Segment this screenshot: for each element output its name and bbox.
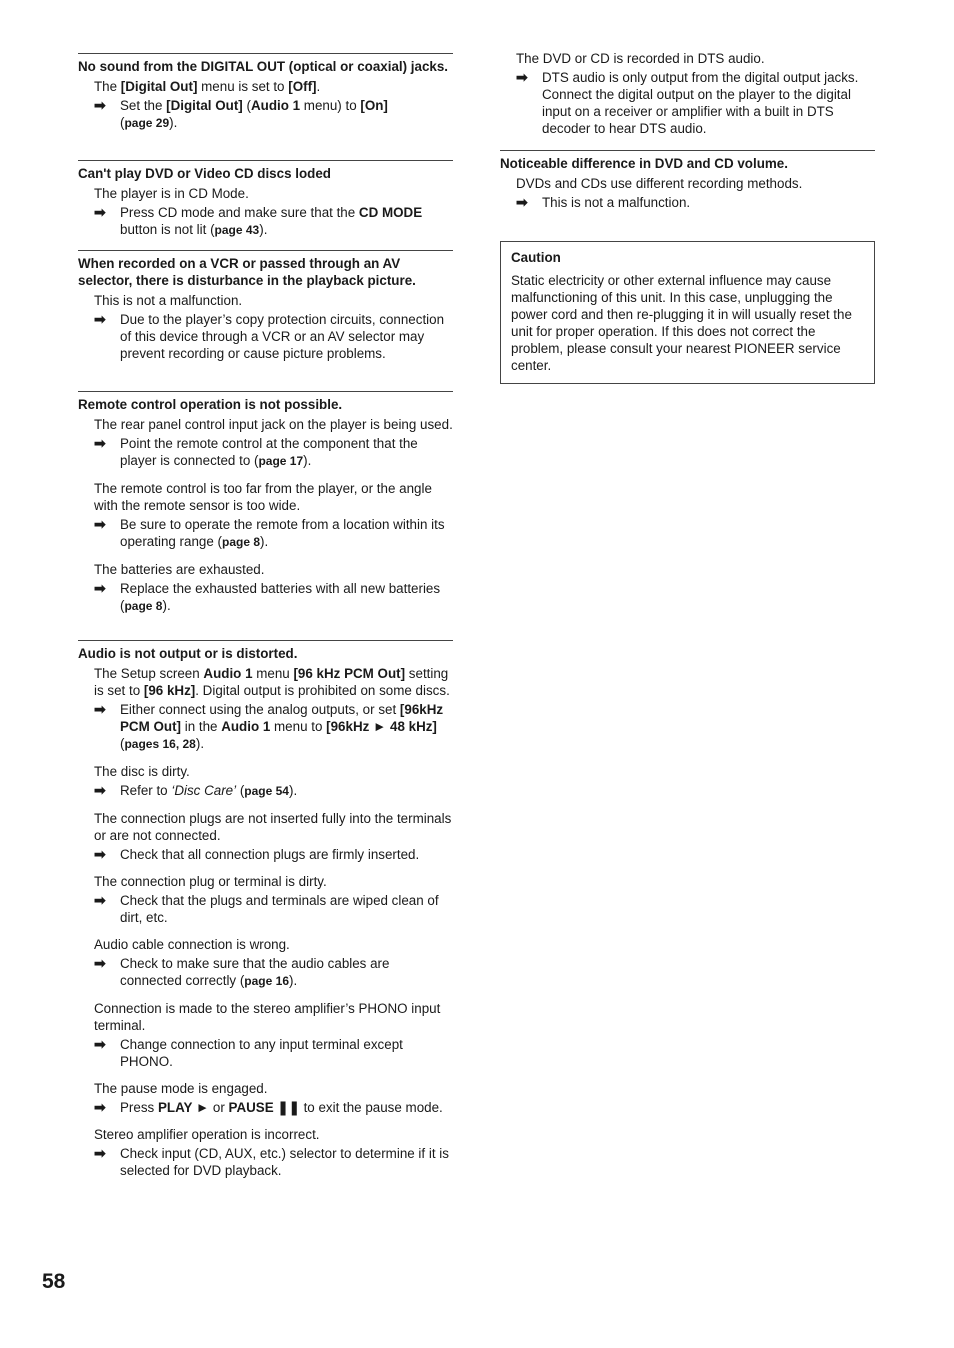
arrow-right-icon: ➡ [94, 846, 106, 862]
problem-heading: Remote control operation is not possible. [78, 397, 343, 412]
arrow-right-icon: ➡ [94, 516, 106, 532]
arrow-right-icon: ➡ [94, 1099, 106, 1115]
problem-heading: Audio is not output or is distorted. [78, 646, 298, 661]
cause-text: The batteries are exhausted. [94, 562, 265, 577]
troubleshoot-vcr-disturbance [78, 250, 453, 362]
troubleshoot-volume [500, 150, 875, 211]
cause-text: The disc is dirty. [94, 764, 190, 779]
cause-text: Stereo amplifier operation is incorrect. [94, 1127, 320, 1142]
cause-text: Audio cable connection is wrong. [94, 937, 290, 952]
remedy-text: ➡ Press CD mode and make sure that the CD MODE button is not lit (page 43). [94, 204, 423, 237]
arrow-right-icon: ➡ [516, 69, 528, 85]
cause-text: The pause mode is engaged. [94, 1081, 268, 1096]
page-reference: page 8 [124, 599, 163, 613]
arrow-right-icon: ➡ [94, 1145, 106, 1161]
caution-box [500, 241, 875, 384]
arrow-right-icon: ➡ [94, 311, 106, 327]
problem-heading: Can't play DVD or Video CD discs loded [78, 166, 331, 181]
cause-text: The DVD or CD is recorded in DTS audio. [516, 51, 765, 66]
cause-text: This is not a malfunction. [94, 293, 243, 308]
remedy-text: ➡ Set the [Digital Out] (Audio 1 menu) to [On] (page 29). [94, 97, 388, 130]
page-reference: pages 16, 28 [124, 737, 196, 751]
arrow-right-icon: ➡ [94, 580, 106, 596]
remedy-text: ➡ Point the remote control at the component that the player is connected to (page 17). [94, 435, 418, 468]
remedy-text: ➡ Be sure to operate the remote from a location within its operating range (page 8). [94, 516, 445, 549]
cause-text: DVDs and CDs use different recording methods. [516, 176, 803, 191]
problem-heading: No sound from the DIGITAL OUT (optical or coaxial) jacks. [78, 59, 449, 74]
arrow-right-icon: ➡ [94, 435, 106, 451]
remedy-text: ➡ Change connection to any input terminal except PHONO. [94, 1036, 403, 1069]
cause-text: The remote control is too far from the player, or the angle with the remote sensor is too wide. [94, 481, 432, 513]
arrow-right-icon: ➡ [516, 194, 528, 210]
page-reference: page 8 [222, 535, 261, 549]
cause-text: Connection is made to the stereo amplifier’s PHONO input terminal. [94, 1001, 441, 1033]
troubleshoot-digital-out [78, 53, 453, 132]
remedy-text: ➡ Either connect using the analog outputs, or set [96kHz PCM Out] in the Audio 1 menu to [96kHz ► 48 kHz] (pages 16, 28). [94, 701, 444, 751]
remedy-text: ➡ This is not a malfunction. [516, 194, 691, 210]
remedy-text: ➡ Refer to ‘Disc Care’ (page 54). [94, 782, 298, 798]
arrow-right-icon: ➡ [94, 892, 106, 908]
cause-text: The player is in CD Mode. [94, 186, 249, 201]
arrow-right-icon: ➡ [94, 1036, 106, 1052]
problem-heading: When recorded on a VCR or passed through an AV selector, there is disturbance in the playback picture. [78, 256, 416, 288]
page-reference: page 43 [214, 223, 260, 237]
remedy-text: ➡ Check to make sure that the audio cables are connected correctly (page 16). [94, 955, 390, 988]
remedy-text: ➡ Replace the exhausted batteries with all new batteries (page 8). [94, 580, 441, 613]
arrow-right-icon: ➡ [94, 955, 106, 971]
arrow-right-icon: ➡ [94, 204, 106, 220]
troubleshoot-dts [500, 50, 875, 137]
remedy-text: ➡ Check that the plugs and terminals are wiped clean of dirt, etc. [94, 892, 439, 925]
page-reference: page 54 [244, 784, 289, 798]
page-reference: page 17 [258, 454, 304, 468]
page-reference: page 29 [124, 116, 170, 130]
troubleshoot-cant-play [78, 160, 453, 239]
problem-heading: Noticeable difference in DVD and CD volume. [500, 156, 788, 171]
remedy-text: ➡ Check that all connection plugs are firmly inserted. [94, 846, 420, 862]
cause-text: The connection plug or terminal is dirty. [94, 874, 327, 889]
troubleshoot-audio [78, 640, 453, 1179]
arrow-right-icon: ➡ [94, 782, 106, 798]
arrow-right-icon: ➡ [94, 97, 106, 113]
troubleshoot-remote [78, 391, 453, 615]
page-number: 58 [42, 1270, 66, 1293]
page-reference: page 16 [244, 974, 289, 988]
cause-text: The connection plugs are not inserted fully into the terminals or are not connected. [94, 811, 452, 843]
remedy-text: ➡ DTS audio is only output from the digital output jacks. Connect the digital output on the player to the digital input on a receiver or amplifier with a built in DTS decoder to hear DTS audio. [516, 69, 859, 136]
remedy-text: ➡ Due to the player’s copy protection circuits, connection of this device through a VCR or an AV selector may prevent recording or cause picture problems. [94, 311, 445, 361]
arrow-right-icon: ➡ [94, 701, 106, 717]
cause-text: The [Digital Out] menu is set to [Off]. [94, 79, 321, 94]
cause-text: The rear panel control input jack on the player is being used. [94, 417, 453, 432]
remedy-text: ➡ Press PLAY ► or PAUSE ❚❚ to exit the pause mode. [94, 1099, 443, 1115]
cause-text: The Setup screen Audio 1 menu [96 kHz PCM Out] setting is set to [96 kHz]. Digital output is prohibited on some discs. [94, 666, 450, 698]
caution-body: Static electricity or other external influence may cause malfunctioning of this unit. In this case, unplugging the power cord and then re-plugging it in will usually reset the unit for proper operation. If this does not correct the problem, please consult your nearest PIONEER service center. [511, 273, 852, 373]
caution-title: Caution [511, 250, 561, 265]
remedy-text: ➡ Check input (CD, AUX, etc.) selector to determine if it is selected for DVD playback. [94, 1145, 449, 1178]
